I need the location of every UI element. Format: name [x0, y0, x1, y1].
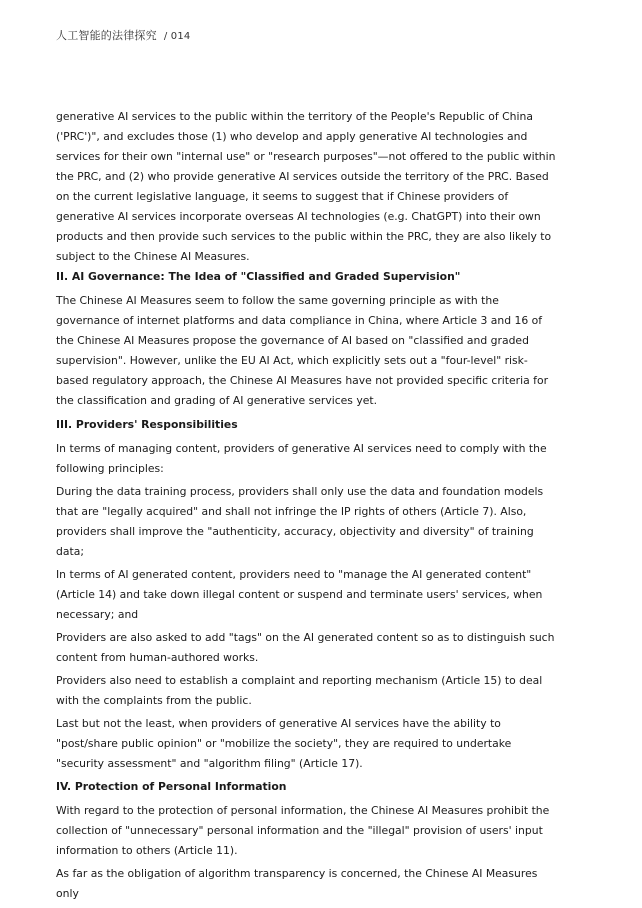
- paragraph-tags: Providers are also asked to add "tags" on the AI generated content so as to distinguish such content from human-authored works.: [56, 631, 555, 664]
- running-header: [56, 27, 190, 43]
- paragraph-governance: The Chinese AI Measures seem to follow the same governing principle as with the governance of internet platforms and data compliance in China, where Article 3 and 16 of the Chinese AI Measures propose the governance of AI based on "classified and graded supervision". However, unlike the EU AI Act, which explicitly sets out a "four-level" risk-based regulatory approach, the Chinese AI Measures have not provided specific criteria for the classification and grading of AI generative services yet.: [56, 294, 549, 407]
- header-title: 人工智能的法律探究: [56, 29, 157, 42]
- paragraph-personal-information: With regard to the protection of personal information, the Chinese AI Measures prohibit the collection of "unnecessary" personal information and the "illegal" provision of users' input information to others (Article 11).: [56, 804, 550, 857]
- paragraph-security-assessment: Last but not the least, when providers of generative AI services have the ability to "post/share public opinion" or "mobilize the society", they are required to undertake "security assessment" and "algorithm filing" (Article 17).: [56, 717, 512, 770]
- paragraph-generated-content: In terms of AI generated content, providers need to "manage the AI generated content" (Article 14) and take down illegal content or suspend and terminate users' services, when necessary; and: [56, 568, 543, 621]
- section-heading-ai-governance: II. AI Governance: The Idea of "Classified and Graded Supervision": [56, 270, 461, 283]
- paragraph-continuation: generative AI services to the public within the territory of the People's Republic of China ('PRC')", and excludes those (1) who develop and apply generative AI technologies and services for their own "internal use" or "research purposes"—not offered to the public within the PRC, and (2) who provide generative AI services outside the territory of the PRC. Based on the current legislative language, it seems to suggest that if Chinese providers of generative AI services incorporate overseas AI technologies (e.g. ChatGPT) into their own products and then provide such services to the public within the PRC, they are also likely to subject to the Chinese AI Measures.: [56, 110, 556, 263]
- section-heading-providers-responsibilities: III. Providers' Responsibilities: [56, 418, 238, 431]
- paragraph-content-principles: In terms of managing content, providers of generative AI services need to comply with the following principles:: [56, 442, 547, 475]
- section-heading-personal-information: IV. Protection of Personal Information: [56, 780, 287, 793]
- paragraph-data-training: During the data training process, providers shall only use the data and foundation models that are "legally acquired" and shall not infringe the IP rights of others (Article 7). Also, providers shall improve the "authenticity, accuracy, objectivity and diversity" of training data;: [56, 485, 544, 558]
- paragraph-complaint-mechanism: Providers also need to establish a complaint and reporting mechanism (Article 15) to deal with the complaints from the public.: [56, 674, 543, 707]
- body-text: [56, 107, 556, 908]
- paragraph-algorithm-transparency: As far as the obligation of algorithm transparency is concerned, the Chinese AI Measures only: [56, 867, 538, 900]
- page-number: / 014: [163, 31, 191, 42]
